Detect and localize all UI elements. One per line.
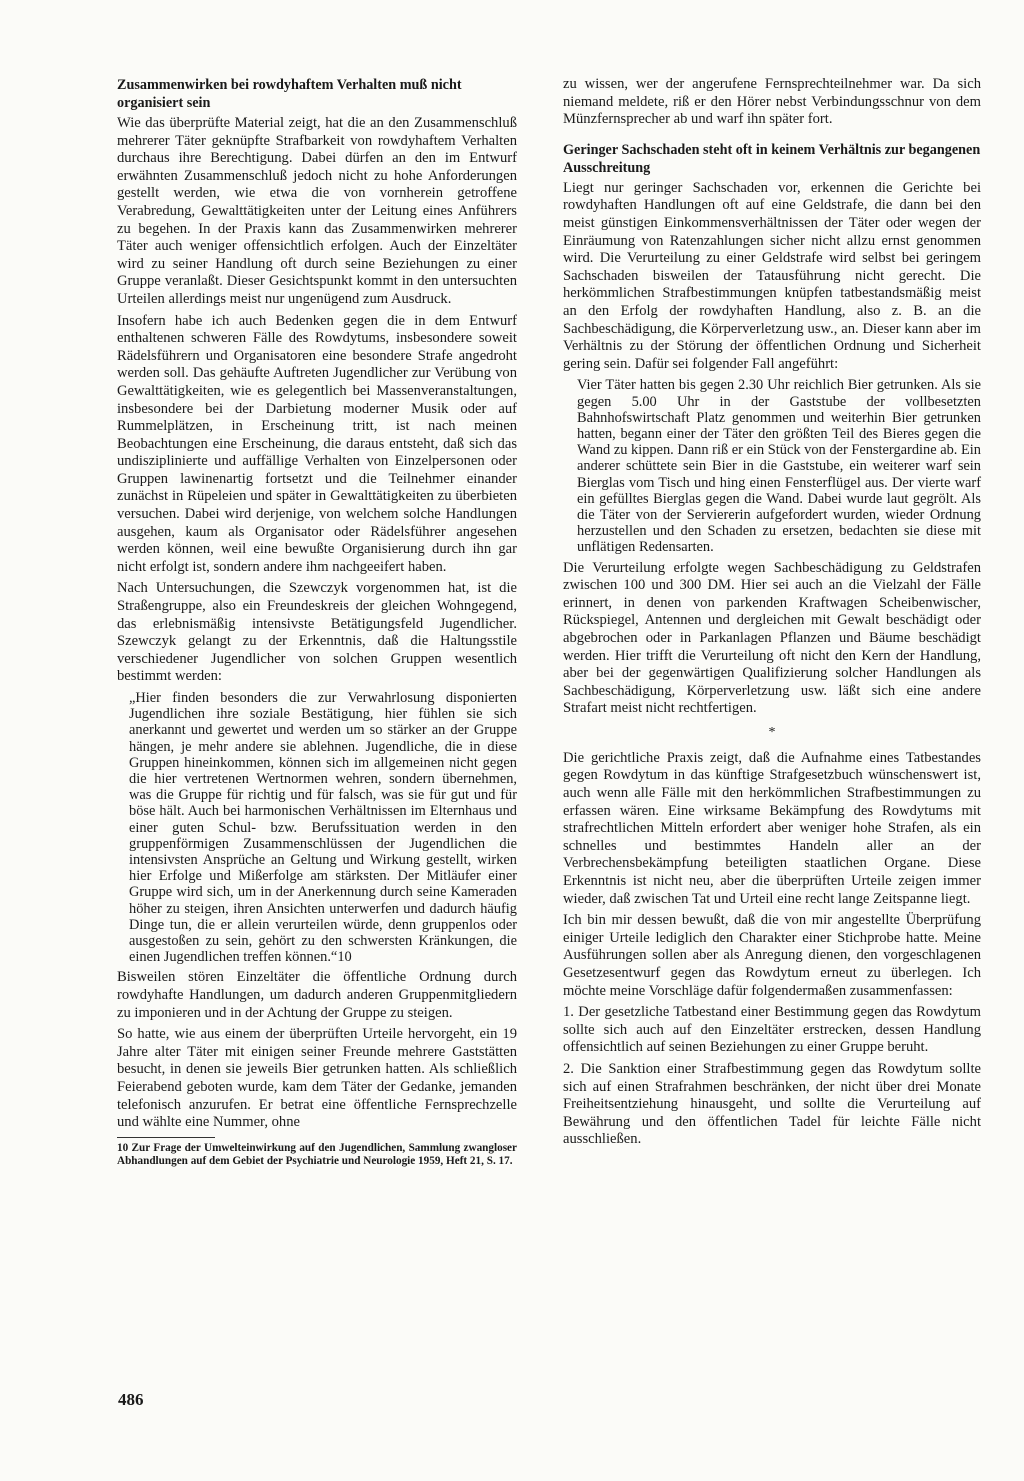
case-text: Vier Täter hatten bis gegen 2.30 Uhr reichlich Bier getrunken. Als sie gegen 5.00 Uhr in der Gaststube der vollbesetzten Bahnhofswirtschaft Platz genommen und weiterhin Bier getrunken hatten, begann einer der Täter den größten Teil des Bieres gegen die Wand zu kippen. Dann riß er ein Stück von der Fenstergardine ab. Ein anderer schüttete sein Bier in die Gaststube, ein weiterer warf sein Bierglas vom Tisch und hing einen Fensterflügel aus. Der vierte warf ein gefülltes Bierglas gegen die Wand. Dabei wurde laut gegrölt. Als die Täter von der Serviererin aufgefordert wurden, wieder Ordnung herzustellen und den Schaden zu ersetzen, bedachten sie diese mit unflätigen Redensarten. xyxy=(577,377,981,556)
paragraph: Insofern habe ich auch Bedenken gegen die in dem Entwurf enthaltenen schweren Fälle des Rowdytums, insbesondere soweit Rädelsführern und Organisatoren eine besondere Strafe angedroht werden soll. Das gehäufte Auftreten Jugendlicher zur Verübung von Gewalttätigkeiten, wie es gelegentlich bei Massenveranstaltungen, insbesondere bei der Darbietung moderner Musik oder auf Rummelplätzen, in Erscheinung tritt, ist nach meinen Beobachtungen eine Erscheinung, die daraus entsteht, daß sich das undisziplinierte und auffällige Verhalten von Einzelpersonen oder Gruppen lawinenartig fortsetzt und die Teilnehmer einander zunächst in Rüpeleien und später in Gewalttätigkeiten zu überbieten versuchen. Dabei wird derjenige, von welchem solche Handlungen ausgehen, kaum als Organisator oder Rädelsführer angesehen werden können, weil eine bewußte Organisierung durch ihn gar nicht erfolgt ist, sondern andere ihm nachgeeifert haben. xyxy=(117,312,517,575)
quote-text: „Hier finden besonders die zur Verwahrlosung disponierten Jugendlichen ihre soziale Bestätigung, hier fühlen sie sich anerkannt und gewertet und werden um so stärker an der Gruppe hängen, je mehr andere sie ablehnen. Jugendliche, die in diese Gruppen hineinkommen, können sich im allgemeinen nicht gegen die hier vertretenen Wertnormen wehren, sondern übernehmen, was die Gruppe für richtig und für falsch, was sie für gut und für böse hält. Auch bei harmonischen Verhältnissen im Elternhaus und einer guten Schul- bzw. Berufssituation werden in den gruppenförmigen Zusammenschlüssen der Jugendlichen die intensivsten Ansprüche an Geltung und Wirkung gestellt, wirken hier Erfolge und Mißerfolge am stärksten. Der Mitläufer einer Gruppe wird sich, um in der Anerkennung durch seine Kameraden höher zu steigen, ihren Ansichten unterwerfen und dadurch häufig Dinge tun, die er allein verurteilen würde, denn gruppenlos oder ausgestoßen zu sein, gehört zu den schwersten Kränkungen, die einen Jugendlichen treffen können.“10 xyxy=(129,690,517,966)
paragraph: Wie das überprüfte Material zeigt, hat die an den Zusammenschluß mehrerer Täter geknüpfte Strafbarkeit von rowdyhaftem Verhalten durchaus ihre Berechtigung. Dabei dürfen an den im Entwurf erwähnten Zusammenschluß jedoch nicht zu hohe Anforderungen gestellt werden, wie etwa die von vornherein getroffene Verabredung, Gewalttätigkeiten unter der Leitung eines Anführers zu begehen. In der Praxis kann das Zusammenwirken mehrerer Täter auch weniger offensichtlich erfolgen. Auch der Einzeltäter wird zu seiner Handlung oft durch seine Beziehungen zu einer Gruppe veranlaßt. Dieser Gesichtspunkt kommt in den untersuchten Urteilen allerdings meist nur ungenügend zum Ausdruck. xyxy=(117,115,517,307)
section-heading-damage: Geringer Sachschaden steht oft in keinem Verhältnis zur begangenen Ausschreitung xyxy=(563,141,981,176)
paragraph: Die gerichtliche Praxis zeigt, daß die Aufnahme eines Tatbestandes gegen Rowdytum in das künftige Strafgesetzbuch wünschenswert ist, auch wenn alle Fälle mit den herkömmlichen Strafbestimmungen zu erfassen wären. Eine wirksame Bekämpfung des Rowdytums mit strafrechtlichen Mitteln erfordert aber weniger hohe Strafen, als ein schnelles und bestimmtes Handeln aller an der Verbrechensbekämpfung beteiligten staatlichen Organe. Diese Erkenntnis ist nicht neu, aber die überprüften Urteile zeigen immer wieder, daß zwischen Tat und Urteil eine recht lange Zeitspanne liegt. xyxy=(563,749,981,907)
block-quote xyxy=(117,690,517,965)
paragraph: Bisweilen stören Einzeltäter die öffentliche Ordnung durch rowdyhafte Handlungen, um dadurch anderen Gruppenmitgliedern zu imponieren und in der Achtung der Gruppe zu steigen. xyxy=(117,969,517,1021)
right-column xyxy=(563,76,981,1153)
page-number: 486 xyxy=(118,1390,144,1409)
paragraph: Die Verurteilung erfolgte wegen Sachbeschädigung zu Geldstrafen zwischen 100 und 300 DM. Hier sei auch an die Vielzahl der Fälle erinnert, in denen von parkenden Kraftwagen Scheibenwischer, Rückspiegel, Antennen und dergleichen mit Gewalt beschädigt oder abgebrochen oder in Parkanlagen Pflanzen und Bäume beschädigt werden. Hier trifft die Verurteilung oft nicht den Kern der Handlung, aber bei der gegenwärtigen Qualifizierung solcher Handlungen als Sachbeschädigung, Körperverletzung usw. läßt sich eine andere Strafart meist nicht rechtfertigen. xyxy=(563,559,981,717)
paragraph: So hatte, wie aus einem der überprüften Urteile hervorgeht, ein 19 Jahre alter Täter mit einigen seiner Freunde mehrere Gaststätten besucht, in denen sie jeweils Bier getrunken hatten. Als schließlich Feierabend geboten wurde, kam dem Täter der Gedanke, jemanden telefonisch anzurufen. Er betrat eine öffentliche Fernsprechzelle und wählte eine Nummer, ohne xyxy=(117,1026,517,1131)
proposal-item-2: 2. Die Sanktion einer Strafbestimmung gegen das Rowdytum sollte sich auf einen Strafrahmen beschränken, der nicht über drei Monate Freiheitsentziehung hinausgeht, und sollte die Verurteilung auf Bewährung und den öffentlichen Tadel für leichte Fälle nicht ausschließen. xyxy=(563,1060,981,1148)
section-separator: * xyxy=(768,724,776,740)
paragraph: Ich bin mir dessen bewußt, daß die von mir angestellte Überprüfung einiger Urteile lediglich den Charakter einer Stichprobe hatte. Meine Ausführungen sollen aber als Anregung dienen, den vorgeschlagenen Gesetzesentwurf gegen das Rowdytum erneut zu überlegen. Ich möchte meine Vorschläge dafür folgendermaßen zusammenfassen: xyxy=(563,912,981,999)
left-column xyxy=(117,76,517,1168)
footnote-divider xyxy=(117,1137,215,1138)
proposal-item-1: 1. Der gesetzliche Tatbestand einer Bestimmung gegen das Rowdytum sollte sich auch auf den Einzeltäter erstrecken, dessen Handlung offensichtlich auf seinen Beziehungen zu einer Gruppe beruht. xyxy=(563,1004,981,1056)
footnote: 10 Zur Frage der Umwelteinwirkung auf den Jugendlichen, Sammlung zwangloser Abhandlungen auf dem Gebiet der Psychiatrie und Neurologie 1959, Heft 21, S. 17. xyxy=(117,1141,517,1167)
paragraph: Nach Untersuchungen, die Szewczyk vorgenommen hat, ist die Straßengruppe, also ein Freundeskreis der gleichen Wohngegend, das erlebnismäßig intensivste Betätigungsfeld Jugendlicher. Szewczyk gelangt zu der Erkenntnis, daß die Haltungsstile verschiedener Jugendlicher von solchen Gruppen wesentlich bestimmt werden: xyxy=(117,580,517,685)
case-example-block xyxy=(563,377,981,555)
section-heading-cooperation: Zusammenwirken bei rowdyhaftem Verhalten muß nicht organisiert sein xyxy=(117,77,462,111)
paragraph: Liegt nur geringer Sachschaden vor, erkennen die Gerichte bei rowdyhaften Handlungen oft auf eine Geldstrafe, die dann bei den meist günstigen Einkommensverhältnissen der Täter oder wegen der Einräumung von Ratenzahlungen sicher nicht allzu ernst genommen wird. Die Verurteilung zu einer Geldstrafe wird selbst bei geringem Sachschaden bisweilen der Tatausführung nicht gerecht. Die herkömmlichen Strafbestimmungen knüpfen tatbestandsmäßig meist an den Erfolg der rowdyhaften Handlung, also z. B. an die Sachbeschädigung, die Körperverletzung usw., an. Dieser kann aber im Verhältnis zu der Störung der öffentlichen Ordnung und Sicherheit gering sein. Dafür sei folgender Fall angeführt: xyxy=(563,179,981,372)
paragraph: zu wissen, wer der angerufene Fernsprechteilnehmer war. Da sich niemand meldete, riß er den Hörer nebst Verbindungsschnur von dem Münzfernsprecher ab und warf ihn später fort. xyxy=(563,76,981,128)
